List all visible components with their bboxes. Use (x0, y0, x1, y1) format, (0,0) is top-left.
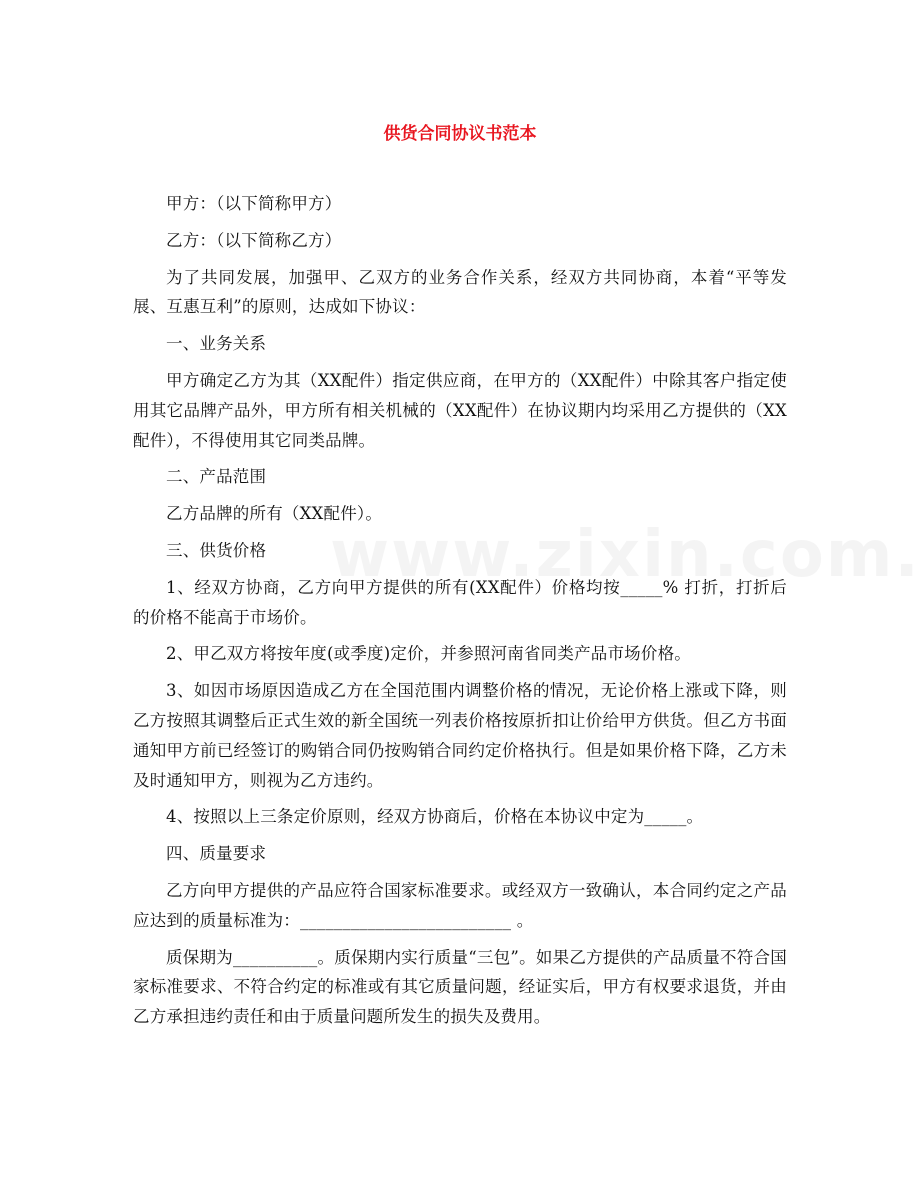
quality-paragraph: 乙方向甲方提供的产品应符合国家标准要求。或经双方一致确认，本合同约定之产品应达到的质量标准为：_________________________ 。 (133, 880, 787, 930)
products-paragraph: 乙方品牌的所有（XX配件）。 (166, 504, 383, 524)
business-paragraph: 甲方确定乙方为其（XX配件）指定供应商，在甲方的（XX配件）中除其客户指定使用其它品牌产品外，甲方所有相关机械的（XX配件）在协议期内均采用乙方提供的（XX配件），不得使用其它同类品牌。 (133, 370, 787, 450)
document-body (133, 189, 787, 1039)
section-heading-business: 一、业务关系 (166, 334, 267, 354)
section-heading-price: 三、供货价格 (166, 540, 267, 560)
price-clause-2: 2、甲乙双方将按年度(或季度)定价，并参照河南省同类产品市场价格。 (166, 644, 691, 664)
warranty-paragraph: 质保期为__________。质保期内实行质量“三包”。如果乙方提供的产品质量不符合国家标准要求、不符合约定的标准或有其它质量问题，经证实后，甲方有权要求退货，并由乙方承担违约责任和由于质量问题所发生的损失及费用。 (133, 947, 787, 1027)
price-clause-4: 4、按照以上三条定价原则，经双方协商后，价格在本协议中定为_____。 (166, 807, 704, 827)
preamble-paragraph: 为了共同发展，加强甲、乙双方的业务合作关系，经双方共同协商，本着“平等发展、互惠互利”的原则，达成如下协议： (133, 267, 787, 317)
party-b-line: 乙方：（以下简称乙方） (166, 230, 342, 250)
section-heading-products: 二、产品范围 (166, 467, 267, 487)
party-a-line: 甲方：（以下简称甲方） (166, 194, 342, 213)
price-clause-3: 3、如因市场原因造成乙方在全国范围内调整价格的情况，无论价格上涨或下降，则乙方按照其调整后正式生效的新全国统一列表价格按原折扣让价给甲方供货。但乙方书面通知甲方前已经签订的购销合同仍按购销合同约定价格执行。但是如果价格下降，乙方未及时通知甲方，则视为乙方违约。 (133, 681, 787, 790)
section-heading-quality: 四、质量要求 (166, 844, 267, 864)
document-title: 供货合同协议书范本 (383, 124, 537, 144)
price-clause-1: 1、经双方协商，乙方向甲方提供的所有(XX配件）价格均按_____% 打折，打折后的价格不能高于市场价。 (133, 577, 787, 627)
